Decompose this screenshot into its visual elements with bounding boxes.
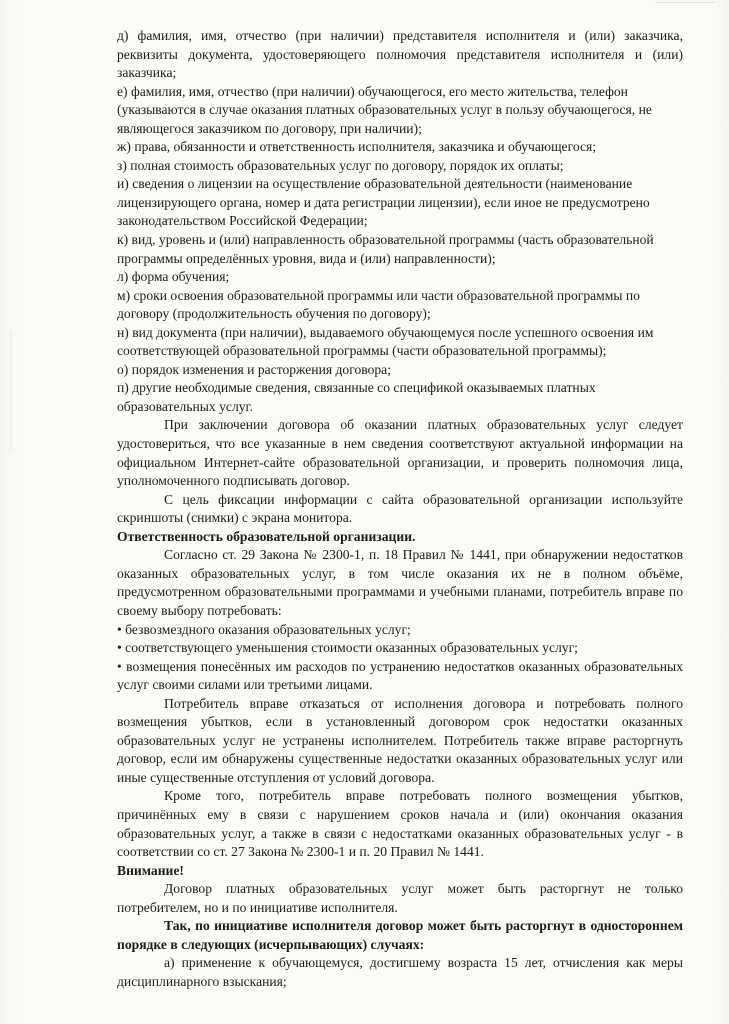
- paragraph-item-m: м) сроки освоения образовательной программы или части образовательной программы по договору (продолжительность обучения по договору);: [117, 287, 640, 322]
- paragraph-para-law: Согласно ст. 29 Закона № 2300-1, п. 18 Правил № 1441, при обнаружении недостатков оказанных образовательных услуг, в том числе оказания их не в полном объёме, предусмотренном образовательными программами и учебными планами, потребитель вправе по своему выбору потребовать:: [117, 547, 683, 618]
- paragraph-bullet-2: • соответствующего уменьшения стоимости оказанных образовательных услуг;: [117, 639, 683, 658]
- paragraph-item-e: е) фамилия, имя, отчество (при наличии) обучающегося, его место жительства, телефон (указываются в случае оказания платных образовательных услуг в пользу обучающегося, не являющегося заказчиком по договору, при наличии);: [117, 83, 652, 136]
- paragraph-item-p: п) другие необходимые сведения, связанные со спецификой оказываемых платных образовательных услуг.: [117, 380, 596, 414]
- paragraph-bullet-1: • безвозмездного оказания образовательных услуг;: [117, 621, 683, 640]
- paragraph-para-damages: Кроме того, потребитель вправе потребовать полного возмещения убытков, причинённых ему в связи с нарушением сроков начала и (или) окончания оказания образовательных услуг, а также в связи с недостатками оказанных образовательных услуг - в соответствии со ст. 27 Закона № 2300-1 и п. 20 Правил № 1441.: [117, 788, 683, 860]
- document-body: [117, 27, 683, 991]
- paragraph-item-zh: ж) права, обязанности и ответственность исполнителя, заказчика и обучающегося;: [117, 139, 597, 155]
- paragraph-item-i: и) сведения о лицензии на осуществление образовательной деятельности (наименование лицензирующего органа, номер и дата регистрации лицензии), если иное не предусмотрено законодательством Российской Федерации;: [117, 176, 650, 229]
- paragraph-item-l: л) форма обучения;: [117, 269, 230, 285]
- paragraph-item-k: к) вид, уровень и (или) направленность образовательной программы (часть образовательной программы определённых уровня, вида и (или) направленности);: [117, 232, 654, 266]
- paragraph-para-refuse: Потребитель вправе отказаться от исполнения договора и потребовать полного возмещения убытков, если в установленный договором срок недостатки оказанных образовательных услуг не устранены исполнителем. Потребитель также вправе расторгнуть договор, если им обнаружены существенные недостатки оказанных образовательных услуг или иные существенные отступления от условий договора.: [117, 695, 683, 785]
- paragraph-heading-responsibility: Ответственность образовательной организации.: [117, 528, 416, 544]
- paragraph-para-screenshots: С цель фиксации информации с сайта образовательной организации используйте скриншоты (снимки) с экрана монитора.: [117, 491, 683, 526]
- paragraph-item-d: д) фамилия, имя, отчество (при наличии) представителя исполнителя и (или) заказчика, реквизиты документа, удостоверяющего полномочия представителя исполнителя и (или) заказчика;: [117, 28, 683, 81]
- scan-edge-shadow: [10, 330, 12, 450]
- paragraph-item-a: а) применение к обучающемуся, достигшему возраста 15 лет, отчисления как меры дисциплинарного взыскания;: [117, 955, 683, 989]
- paragraph-para-unilateral: Так, по инициативе исполнителя договор может быть расторгнут в одностороннем порядке в следующих (исчерпывающих) случаях:: [117, 918, 683, 952]
- paragraph-para-terminate: Договор платных образовательных услуг может быть расторгнут не только потребителем, но и по инициативе исполнителя.: [117, 881, 683, 915]
- paragraph-item-o: о) порядок изменения и расторжения договора;: [117, 361, 391, 377]
- scan-artifact: [655, 2, 715, 3]
- paragraph-bullet-3: • возмещения понесённых им расходов по устранению недостатков оказанных образовательных услуг своими силами или третьими лицами.: [117, 658, 683, 695]
- paragraph-item-n: н) вид документа (при наличии), выдаваемого обучающемуся после успешного освоения им соответствующей образовательной программы (части образовательной программы);: [117, 324, 654, 359]
- paragraph-heading-attention: Внимание!: [117, 862, 184, 878]
- paragraph-para-verify: При заключении договора об оказании платных образовательных услуг следует удостовериться, что все указанные в нем сведения соответствуют актуальной информации на официальном Интернет-сайте образовательной организации, и проверить полномочия лица, уполномоченного подписывать договор.: [117, 417, 683, 489]
- paragraph-item-z: з) полная стоимость образовательных услуг по договору, порядок их оплаты;: [117, 157, 564, 173]
